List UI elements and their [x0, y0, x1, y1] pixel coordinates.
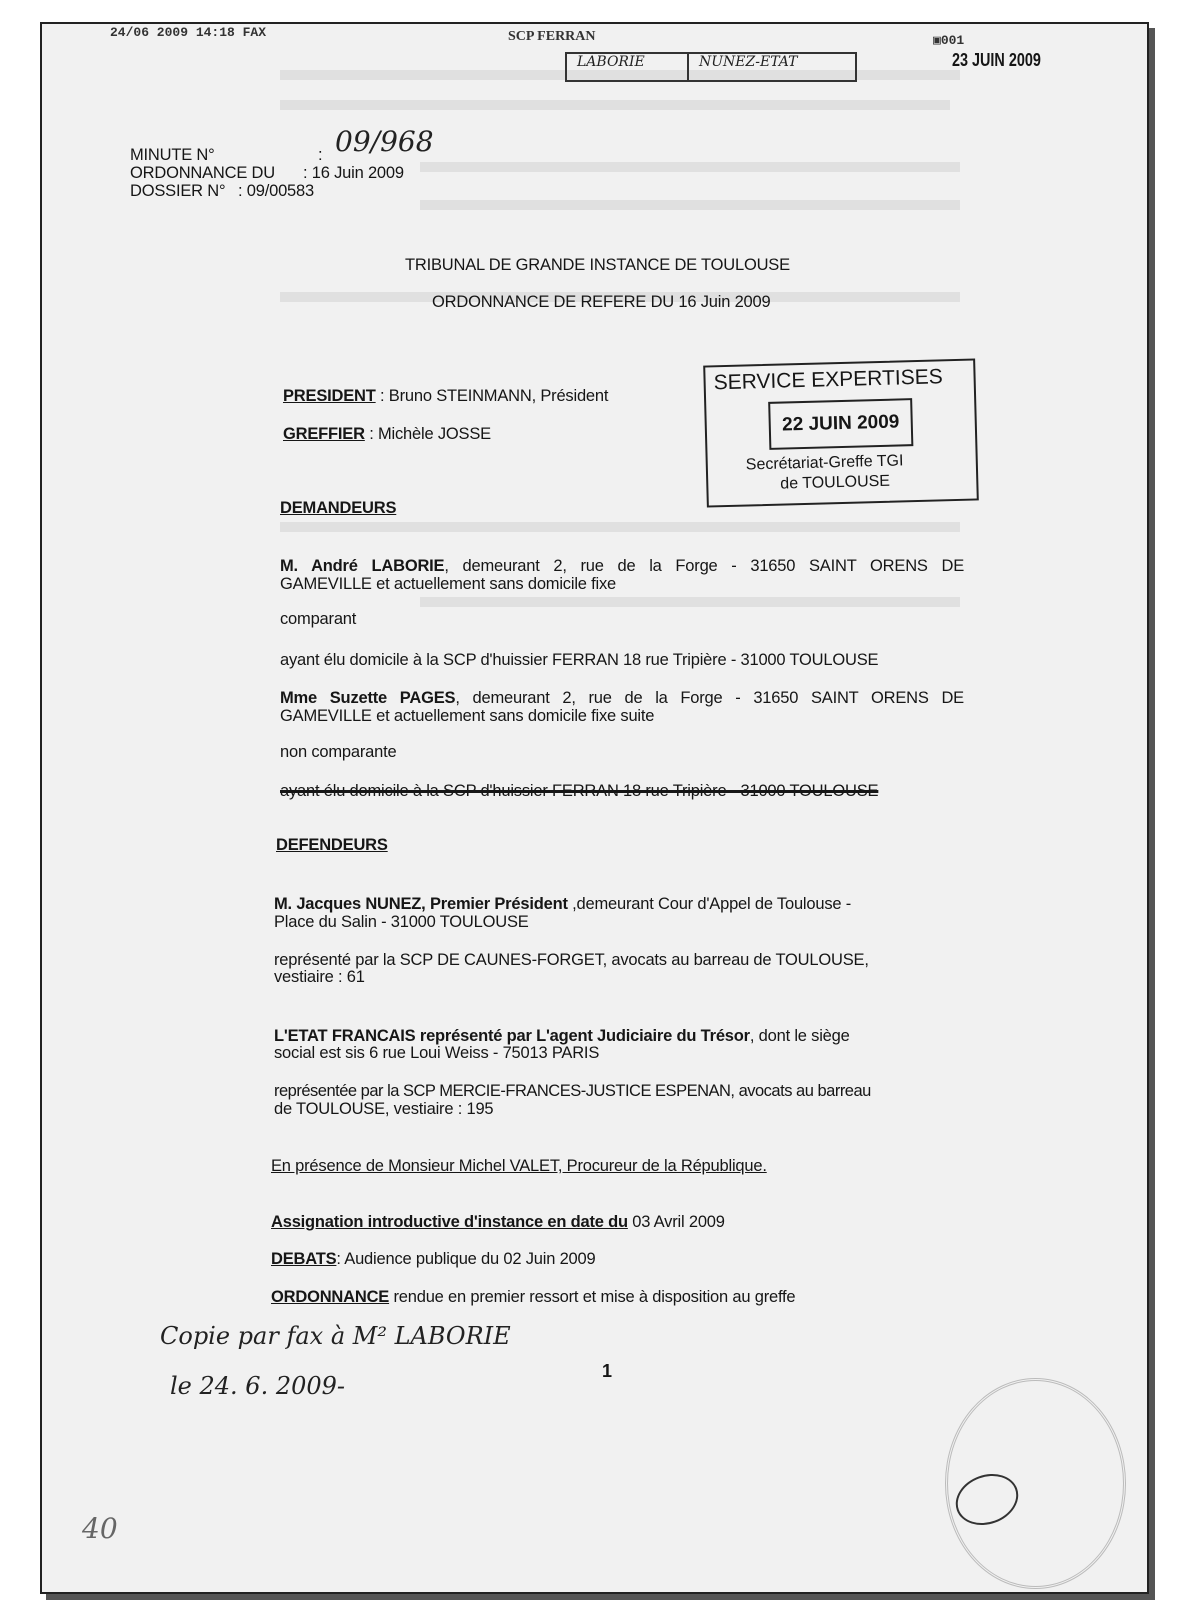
- defendant-1-vestiaire: vestiaire : 61: [274, 968, 365, 986]
- defendant-2-vestiaire: de TOULOUSE, vestiaire : 195: [274, 1100, 494, 1118]
- plaintiff-2-address-line2: GAMEVILLE et actuellement sans domicile fixe suite: [280, 707, 655, 725]
- minute-number: 09/968: [335, 125, 434, 158]
- dossier-value: : 09/00583: [238, 182, 314, 200]
- plaintiff-1-domicile: ayant élu domicile à la SCP d'huissier FERRAN 18 rue Tripière - 31000 TOULOUSE: [280, 651, 879, 669]
- minute-label: MINUTE N°: [130, 146, 215, 164]
- defendant-1-representation: représenté par la SCP DE CAUNES-FORGET, avocats au barreau de TOULOUSE,: [274, 951, 869, 969]
- president: PRESIDENT : Bruno STEINMANN, Président: [283, 387, 609, 405]
- defendant-2-line2: social est sis 6 rue Loui Weiss - 75013 PARIS: [274, 1044, 600, 1062]
- received-date-stamp: 23 JUIN 2009: [952, 50, 1041, 70]
- plaintiff-1-address-line2: GAMEVILLE et actuellement sans domicile fixe: [280, 575, 617, 593]
- fax-datetime: 24/06 2009 14:18 FAX: [110, 25, 267, 40]
- page-number: 1: [602, 1361, 612, 1381]
- defendeurs-heading: DEFENDEURS: [276, 836, 388, 854]
- defendant-1: M. Jacques NUNEZ, Premier Président ,demeurant Cour d'Appel de Toulouse -: [274, 895, 852, 913]
- handwritten-fax-date: le 24. 6. 2009-: [170, 1372, 346, 1400]
- order-title: ORDONNANCE DE REFERE DU 16 Juin 2009: [432, 293, 771, 311]
- demandeurs-heading: DEMANDEURS: [280, 499, 397, 517]
- plaintiff-1-address: M. André LABORIE, demeurant 2, rue de la Forge - 31650 SAINT ORENS DE: [280, 557, 965, 575]
- ordonnance-date-label: ORDONNANCE DU: [130, 164, 275, 182]
- plaintiff-1-status: comparant: [280, 610, 357, 628]
- assignation: Assignation introductive d'instance en date du 03 Avril 2009: [271, 1213, 725, 1231]
- plaintiff-2-address: Mme Suzette PAGES, demeurant 2, rue de la Forge - 31650 SAINT ORENS DE: [280, 689, 964, 707]
- defendant-1-line2: Place du Salin - 31000 TOULOUSE: [274, 913, 529, 931]
- defendant-2-representation: représentée par la SCP MERCIE-FRANCES-JUSTICE ESPENAN, avocats au barreau: [274, 1082, 871, 1100]
- debats: DEBATS: Audience publique du 02 Juin 2009: [271, 1250, 596, 1268]
- minute-colon: :: [318, 146, 323, 164]
- presence-prosecutor: En présence de Monsieur Michel VALET, Procureur de la République.: [271, 1157, 767, 1175]
- greffier: GREFFIER : Michèle JOSSE: [283, 425, 491, 443]
- fax-page-code: ▣001: [933, 33, 965, 48]
- dossier-label: DOSSIER N°: [130, 182, 226, 200]
- handwritten-fax-note: Copie par fax à M² LABORIE: [160, 1322, 511, 1350]
- court-title: TRIBUNAL DE GRANDE INSTANCE DE TOULOUSE: [405, 256, 790, 274]
- plaintiff-2-domicile-struck: ayant élu domicile à la SCP d'huissier FERRAN 18 rue Tripière - 31000 TOULOUSE: [280, 782, 879, 800]
- ordonnance-date-value: : 16 Juin 2009: [303, 164, 404, 182]
- fax-page-icon: ▣: [933, 33, 941, 48]
- service-expertises-stamp: SERVICE EXPERTISES 22 JUIN 2009 Secrétariat-Greffe TGI de TOULOUSE: [703, 358, 979, 507]
- margin-number: 40: [82, 1512, 118, 1545]
- fax-sender: SCP FERRAN: [508, 29, 596, 44]
- plaintiff-2-status: non comparante: [280, 743, 397, 761]
- ordonnance-rendue: ORDONNANCE rendue en premier ressort et mise à disposition au greffe: [271, 1288, 796, 1306]
- handwritten-box: LABORIE NUNEZ-ETAT: [565, 52, 857, 82]
- defendant-2: L'ETAT FRANCAIS représenté par L'agent Judiciaire du Trésor, dont le siège: [274, 1027, 850, 1045]
